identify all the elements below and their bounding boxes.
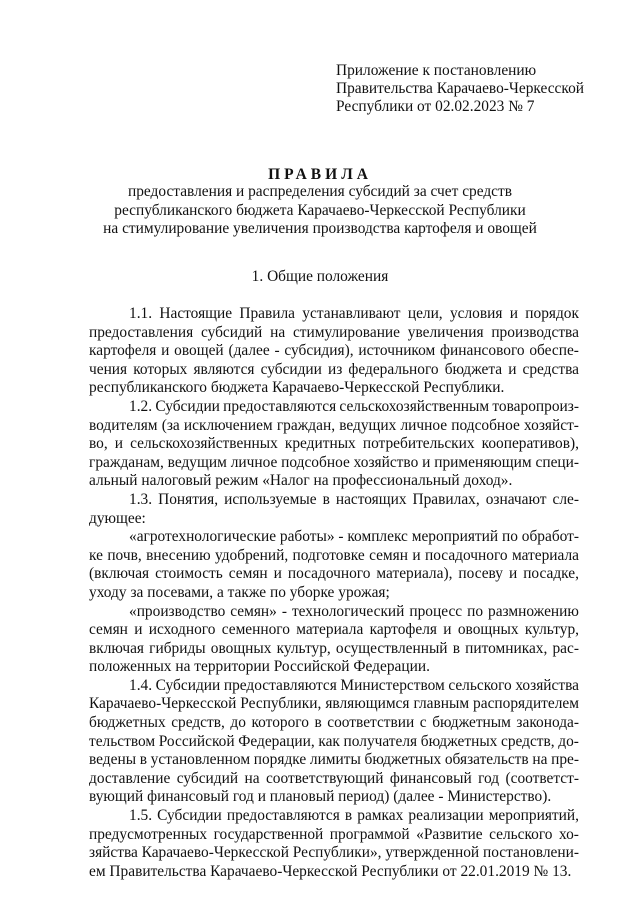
body-text (89, 305, 579, 881)
body-line: гражданам, ведущим личное подсобное хозяйство и применяющим специ- (89, 453, 579, 471)
body-line: 1.5. Субсидии предоставляются в рамках реализации мероприятий, (129, 807, 579, 825)
body-line: республиканского бюджета Карачаево-Черкесской Республики. (89, 379, 505, 397)
body-line: водителям (за исключением граждан, ведущих личное подсобное хозяйст- (89, 416, 579, 434)
body-line: 1.4. Субсидии предоставляются Министерством сельского хозяйства (129, 676, 579, 694)
section-heading: 1. Общие положения (251, 268, 389, 285)
body-line: альный налоговый режим «Налог на профессиональный доход». (89, 472, 513, 490)
subtitle-line: предоставления и распределения субсидий за счет средств (128, 183, 512, 200)
body-line: 1.3. Понятия, используемые в настоящих Правилах, означают сле- (129, 490, 579, 508)
subtitle-line: республиканского бюджета Карачаево-Черкесской Республики (114, 201, 526, 219)
body-line: ке почв, внесению удобрений, подготовке семян и посадочного материала (89, 546, 579, 564)
annex-note (336, 62, 584, 116)
subtitle-line: на стимулирование увеличения производства картофеля и овощей (103, 220, 537, 237)
document-title: ПРАВИЛА (268, 166, 372, 183)
annex-line: Приложение к постановлению (336, 62, 537, 79)
body-line: уходу за посевами, а также по уборке урожая; (89, 583, 390, 601)
document-subtitle (60, 183, 580, 239)
body-line: чения которых являются субсидии из федерального бюджета и средства (89, 360, 579, 378)
body-line: «производство семян» - технологический процесс по размножению (129, 602, 579, 620)
body-line: предоставления субсидий на стимулирование увеличения производства (89, 323, 579, 341)
body-line: бюджетных средств, до которого в соответствии с бюджетным законода- (89, 714, 579, 732)
body-line: «агротехнологические работы» - комплекс мероприятий по обработ- (129, 528, 579, 546)
body-line: вующий финансовый год и плановый период) (далее - Министерство). (89, 788, 552, 806)
body-line: ведены в установленном порядке лимиты бюджетных обязательств на пре- (89, 751, 579, 769)
body-line: зяйства Карачаево-Черкесской Республики», утвержденной постановлени- (89, 844, 579, 862)
body-line: 1.1. Настоящие Правила устанавливают цели, условия и порядок (129, 305, 579, 322)
body-line: ем Правительства Карачаево-Черкесской Республики от 22.01.2019 № 13. (89, 862, 572, 880)
body-line: включая гибриды овощных культур, осуществленный в питомниках, рас- (89, 639, 579, 657)
body-line: доставление субсидий на соответствующий финансовый год (соответст- (89, 769, 579, 787)
body-line: картофеля и овощей (далее - субсидия), источником финансового обеспе- (89, 342, 579, 360)
body-line: семян и исходного семенного материала картофеля и овощных культур, (89, 621, 579, 639)
body-line: Карачаево-Черкесской Республики, являющимся главным распорядителем (89, 695, 579, 713)
body-line: тельством Российской Федерации, как получателя бюджетных средств, до- (89, 732, 579, 750)
body-line: дующее: (89, 509, 146, 527)
body-line: (включая стоимость семян и посадочного материала), посеву и посадке, (89, 565, 579, 583)
body-line: предусмотренных государственной программой «Развитие сельского хо- (89, 825, 579, 843)
annex-line: Правительства Карачаево-Черкесской (336, 80, 585, 97)
annex-line: Республики от 02.02.2023 № 7 (336, 98, 535, 115)
body-line: во, и сельскохозяйственных кредитных потребительских кооперативов), (89, 435, 579, 453)
body-line: 1.2. Субсидии предоставляются сельскохозяйственным товаропроиз- (129, 397, 579, 415)
body-line: положенных на территории Российской Федерации. (89, 658, 430, 676)
